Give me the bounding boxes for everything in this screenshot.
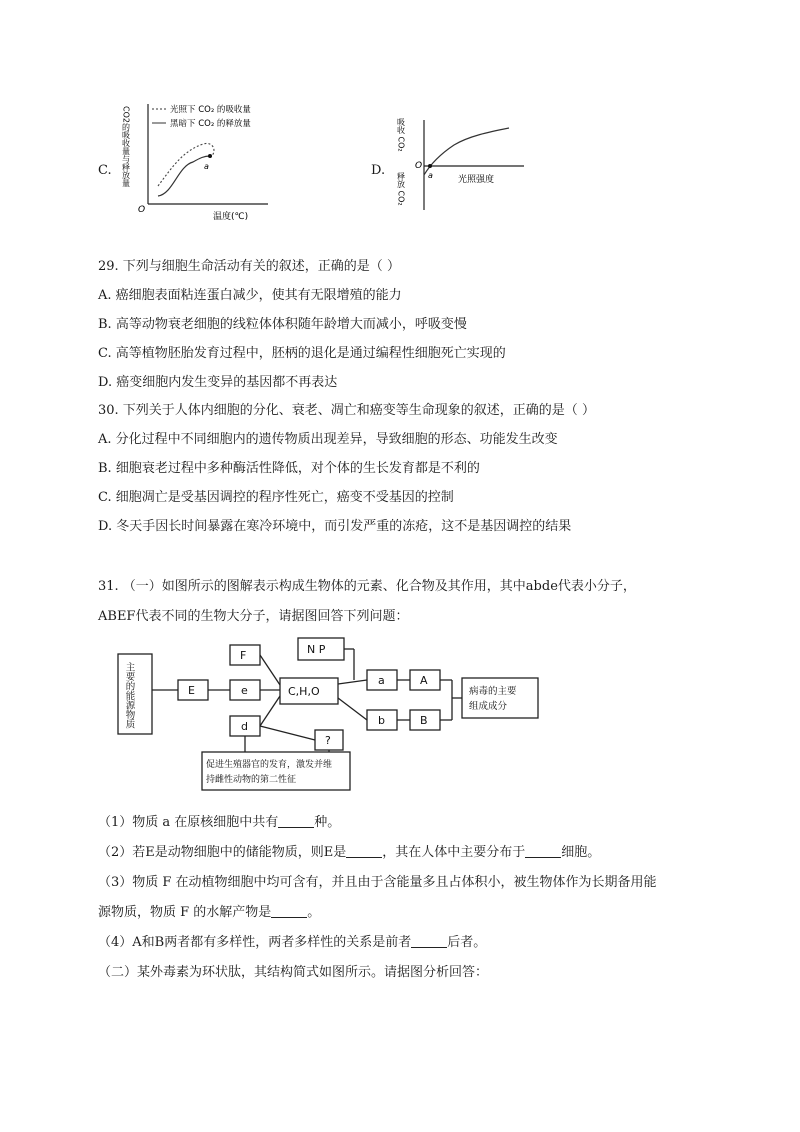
q31-intro-1: 31. （一）如图所示的图解表示构成生物体的元素、化合物及其作用，其中abde代表小分子，: [98, 579, 636, 594]
q31-sub2: [98, 844, 600, 862]
q31-sub3-line1: （3）物质 F 在动植物细胞中均可含有，并且由于含能量多且占体积小，被生物体作为长期备用能: [98, 875, 657, 890]
graph-d-origin: O: [415, 161, 423, 171]
diagram-F-text: F: [240, 649, 247, 662]
graph-c-point: [208, 154, 212, 158]
option-c-label: C.: [98, 163, 112, 178]
q31-sub3-text-a: 源物质，物质 F 的水解产物是: [98, 905, 272, 920]
graph-d-curve: [424, 128, 509, 175]
q31-sub1-text-a: （1）物质 a 在原核细胞中共有: [98, 815, 279, 830]
q31-sub4-blank[interactable]: [411, 935, 447, 948]
graph-d-y-bottom: 释放 CO₂: [396, 172, 406, 206]
q31-sub4: [98, 934, 486, 952]
q29-option-b: B. 高等动物衰老细胞的线粒体体积随年龄增大而减小，呼吸变慢: [98, 317, 467, 332]
diagram-bottom-text-1: 促进生殖器官的发育，激发并维: [206, 760, 333, 770]
q31-intro-2: ABEF代表不同的生物大分子，请据图回答下列问题：: [98, 609, 409, 624]
graph-d-point: [428, 164, 432, 168]
q29-option-d: D. 癌变细胞内发生变异的基因都不再表达: [98, 375, 338, 390]
graph-c-origin: O: [138, 205, 146, 215]
q31-sub1-text-b: 种。: [314, 815, 341, 830]
option-d-label: D.: [371, 163, 386, 178]
diagram-virus-box: [462, 678, 538, 718]
graph-c-point-label: a: [204, 162, 209, 171]
q31-sub2-text-b: ，其在人体中主要分布于: [382, 845, 526, 860]
graph-c-y-label: CO2的吸收量与释放量: [121, 106, 131, 187]
graph-c-legend-light: 光照下 CO₂ 的吸收量: [170, 105, 251, 115]
q30-option-d: D. 冬天手因长时间暴露在寒冷环境中，而引发严重的冻疮，这不是基因调控的结果: [98, 519, 572, 534]
graph-d-y-top: 吸收 CO₂: [396, 118, 406, 152]
diagram-b-text: b: [378, 714, 385, 727]
diagram-e-text: e: [241, 684, 248, 697]
graph-c: [118, 96, 278, 226]
graph-d-x-label: 光照强度: [458, 175, 495, 185]
q31-sub4-text-a: （4）A和B两者都有多样性，两者多样性的关系是前者: [98, 935, 412, 950]
q30-option-a: A. 分化过程中不同细胞内的遗传物质出现差异，导致细胞的形态、功能发生改变: [98, 432, 558, 447]
q29-option-a: A. 癌细胞表面粘连蛋白减少，使其有无限增殖的能力: [98, 288, 402, 303]
q30-option-b: B. 细胞衰老过程中多种酶活性降低，对个体的生长发育都是不利的: [98, 461, 480, 476]
q31-sub3-line2: [98, 904, 320, 922]
graph-c-legend-dark: 黑暗下 CO₂ 的释放量: [170, 119, 251, 129]
diagram-d-text: d: [241, 720, 248, 733]
diagram-B-text: B: [420, 714, 428, 727]
q31-sub3-blank[interactable]: [271, 905, 307, 918]
q31-sub2-blank-2[interactable]: [525, 845, 561, 858]
diagram-virus-text-1: 病毒的主要: [469, 686, 517, 697]
graph-d-point-label: a: [428, 171, 433, 180]
diagram-q-text: ?: [325, 734, 331, 747]
diagram-CHO-text: C,H,O: [288, 685, 320, 698]
diagram-E-text: E: [188, 684, 195, 697]
q30-stem: 30. 下列关于人体内细胞的分化、衰老、凋亡和癌变等生命现象的叙述，正确的是（ ）: [98, 403, 595, 418]
q29-option-c: C. 高等植物胚胎发育过程中，胚柄的退化是通过编程性细胞死亡实现的: [98, 346, 506, 361]
q31-part2: （二）某外毒素为环状肽，其结构简式如图所示。请据图分析回答：: [98, 965, 489, 980]
q31-diagram: [112, 632, 552, 802]
q29-stem: 29. 下列与细胞生命活动有关的叙述，正确的是（ ）: [98, 259, 400, 274]
diagram-left-text: 主要的能源物质: [123, 662, 135, 729]
q31-sub1-blank[interactable]: [278, 815, 314, 828]
diagram-virus-text-2: 组成成分: [469, 701, 508, 712]
q31-sub2-text-a: （2）若E是动物细胞中的储能物质，则E是: [98, 845, 347, 860]
q31-sub2-blank-1[interactable]: [346, 845, 382, 858]
diagram-A-text: A: [420, 674, 428, 687]
q31-sub4-text-b: 后者。: [447, 935, 487, 950]
graph-c-x-label: 温度(℃): [213, 212, 249, 222]
graph-d: [394, 110, 534, 220]
diagram-bottom-text-2: 持雌性动物的第二性征: [206, 775, 297, 785]
q31-sub2-text-c: 细胞。: [561, 845, 601, 860]
diagram-a-text: a: [378, 674, 385, 687]
diagram-NP-text: N P: [307, 643, 326, 656]
q31-sub1: [98, 814, 340, 832]
q31-sub3-text-b: 。: [307, 905, 321, 920]
q30-option-c: C. 细胞凋亡是受基因调控的程序性死亡，癌变不受基因的控制: [98, 490, 454, 505]
